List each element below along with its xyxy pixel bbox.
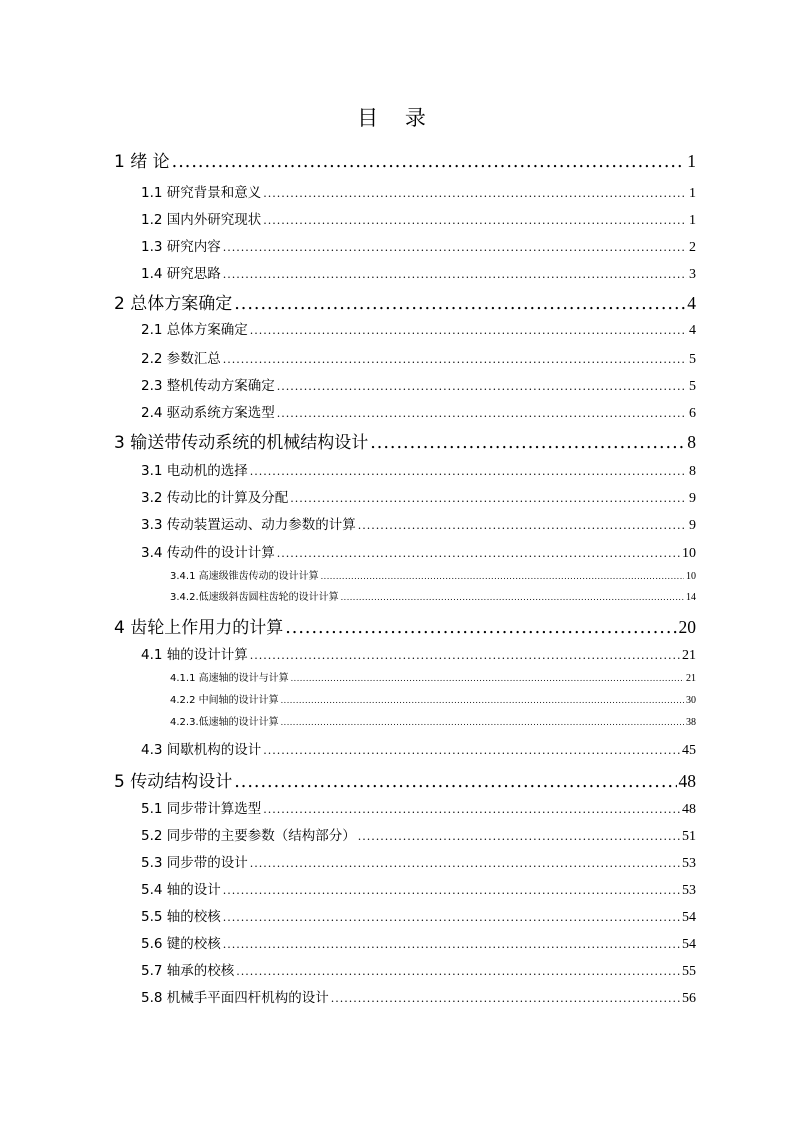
toc-leader-dots [281,696,684,705]
toc-entry[interactable] [141,738,696,759]
toc-entry-label: 2.1 总体方案确定 [141,322,248,338]
toc-leader-dots [321,572,684,581]
toc-entry[interactable] [141,851,696,872]
toc-entry-label: 2.4 驱动系统方案选型 [141,405,275,421]
toc-entry[interactable] [141,959,696,980]
toc-entry-page-number: 55 [682,964,696,979]
toc-entry[interactable] [141,208,696,229]
toc-entry[interactable] [170,691,696,706]
toc-entry[interactable] [141,374,696,395]
toc-entry[interactable] [114,767,696,792]
toc-entry[interactable] [141,459,696,480]
toc-leader-dots [223,241,687,254]
toc-entry-label: 3.2 传动比的计算及分配 [141,490,289,506]
toc-entry-label: 5 传动结构设计 [114,772,233,792]
toc-entry-page-number: 53 [682,883,696,898]
toc-leader-dots [277,380,687,393]
toc-leader-dots [223,911,680,924]
toc-entry[interactable] [141,932,696,953]
toc-leader-dots [290,492,687,505]
toc-entry-page-number: 1 [689,213,696,228]
toc-entry-label: 2.3 整机传动方案确定 [141,378,275,394]
toc-leader-dots [223,353,687,366]
toc-leader-dots [263,214,687,227]
toc-entry-page-number: 38 [686,717,696,728]
toc-entry[interactable] [141,797,696,818]
toc-entry[interactable] [141,878,696,899]
toc-entry-label: 3.4.1 高速级锥齿传动的设计计算 [170,571,319,582]
toc-entry-page-number: 4 [687,293,696,313]
toc-entry-label: 1.4 研究思路 [141,266,221,282]
toc-entry-label: 3.4 传动件的设计计算 [141,545,275,561]
toc-leader-dots [263,187,687,200]
toc-leader-dots [277,547,680,560]
toc-leader-dots [263,744,680,757]
toc-entry-page-number: 54 [682,910,696,925]
toc-entry-label: 3.3 传动装置运动、动力参数的计算 [141,517,356,533]
toc-entry-label: 5.6 键的校核 [141,936,221,952]
toc-entry-page-number: 9 [689,518,696,533]
toc-leader-dots [234,772,676,792]
toc-entry[interactable] [141,181,696,202]
toc-entry-page-number: 14 [686,592,696,603]
toc-entry[interactable] [141,347,696,368]
toc-entry-label: 1 绪 论 [114,152,170,172]
toc-leader-dots [172,152,686,172]
toc-leader-dots [331,992,680,1005]
toc-entry-label: 4.1 轴的设计计算 [141,647,248,663]
toc-leader-dots [250,465,687,478]
toc-entry-label: 5.8 机械手平面四杆机构的设计 [141,990,329,1006]
toc-entry-label: 3.1 电动机的选择 [141,463,248,479]
toc-entry[interactable] [114,613,696,638]
toc-entry-page-number: 5 [689,352,696,367]
toc-entry-label: 2 总体方案确定 [114,294,233,314]
toc-leader-dots [250,649,680,662]
toc-entry-label: 5.2 同步带的主要参数（结构部分） [141,828,356,844]
toc-leader-dots [358,830,680,843]
toc-entry-page-number: 21 [682,648,696,663]
toc-leader-dots [223,268,687,281]
toc-entry-page-number: 8 [687,432,696,452]
toc-entry-page-number: 2 [689,240,696,255]
toc-entry-label: 5.5 轴的校核 [141,909,221,925]
toc-entry-page-number: 53 [682,856,696,871]
toc-leader-dots [358,519,687,532]
toc-entry-label: 4.2.2 中间轴的设计计算 [170,695,279,706]
toc-entry-page-number: 8 [689,464,696,479]
toc-entry-label: 1.2 国内外研究现状 [141,212,262,228]
toc-entry[interactable] [141,643,696,664]
toc-entry-page-number: 48 [682,802,696,817]
toc-entry[interactable] [141,824,696,845]
toc-leader-dots [285,618,676,638]
toc-entry[interactable] [114,428,696,453]
toc-title: 目 录 [357,106,436,130]
toc-entry-page-number: 30 [686,695,696,706]
toc-entry[interactable] [141,986,696,1007]
toc-entry[interactable] [170,567,696,582]
toc-entry-label: 4.2.3.低速轴的设计计算 [170,717,279,728]
toc-leader-dots [341,593,684,602]
toc-entry-label: 3 输送带传动系统的机械结构设计 [114,433,369,453]
toc-entry-page-number: 21 [686,673,696,684]
toc-entry[interactable] [141,235,696,256]
toc-entry-label: 2.2 参数汇总 [141,351,221,367]
toc-leader-dots [370,433,685,453]
toc-leader-dots [250,324,687,337]
toc-entry[interactable] [114,147,696,172]
toc-leader-dots [234,294,685,314]
toc-entry-label: 3.4.2.低速级斜齿圆柱齿轮的设计计算 [170,592,339,603]
toc-entry-page-number: 1 [689,186,696,201]
toc-entry[interactable] [141,262,696,283]
toc-entry-label: 4.1.1 高速轴的设计与计算 [170,673,289,684]
toc-entry[interactable] [170,588,696,603]
toc-leader-dots [250,857,680,870]
toc-entry[interactable] [141,486,696,507]
toc-entry-page-number: 6 [689,406,696,421]
toc-leader-dots [263,803,680,816]
toc-entry-page-number: 45 [682,743,696,758]
toc-entry-page-number: 48 [678,771,696,791]
toc-entry-label: 5.1 同步带计算选型 [141,801,262,817]
toc-entry-label: 1.3 研究内容 [141,239,221,255]
toc-entry-page-number: 10 [686,571,696,582]
toc-entry[interactable] [170,669,696,684]
toc-entry-page-number: 3 [689,267,696,282]
toc-leader-dots [281,718,684,727]
toc-entry-label: 5.3 同步带的设计 [141,855,248,871]
toc-entry-page-number: 1 [687,151,696,171]
toc-leader-dots [277,407,687,420]
toc-entry[interactable] [141,318,696,339]
toc-entry-label: 5.7 轴承的校核 [141,963,235,979]
toc-entry-page-number: 10 [682,546,696,561]
toc-entry-label: 4.3 间歇机构的设计 [141,742,262,758]
toc-entry[interactable] [170,713,696,728]
toc-entry[interactable] [141,541,696,562]
toc-entry[interactable] [141,905,696,926]
toc-leader-dots [236,965,680,978]
toc-leader-dots [223,884,680,897]
toc-entry-page-number: 54 [682,937,696,952]
toc-entry[interactable] [114,289,696,314]
toc-entry-label: 4 齿轮上作用力的计算 [114,618,284,638]
toc-entry-page-number: 9 [689,491,696,506]
toc-entry-label: 5.4 轴的设计 [141,882,221,898]
toc-entry[interactable] [141,513,696,534]
toc-entry-label: 1.1 研究背景和意义 [141,185,262,201]
toc-entry-page-number: 5 [689,379,696,394]
toc-entry-page-number: 4 [689,323,696,338]
toc-entry-page-number: 20 [678,617,696,637]
toc-leader-dots [291,674,684,683]
toc-entry-page-number: 56 [682,991,696,1006]
toc-leader-dots [223,938,680,951]
toc-entry[interactable] [141,401,696,422]
toc-entry-page-number: 51 [682,829,696,844]
